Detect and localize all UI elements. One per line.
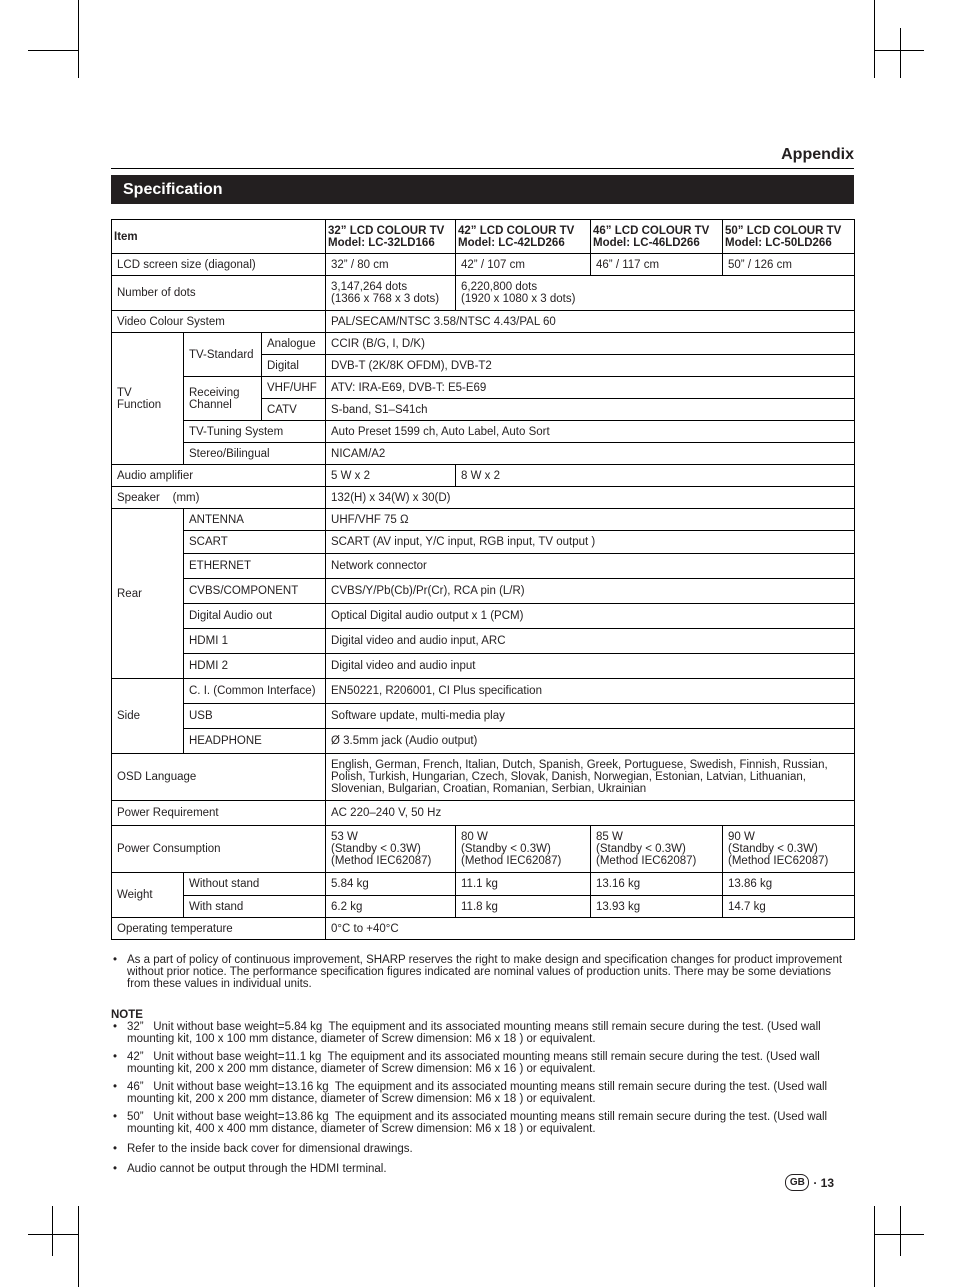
crop-mark [28, 50, 78, 51]
model-header: 50” LCD COLOUR TV Model: LC-50LD266 [723, 220, 855, 254]
notes-section [111, 1009, 851, 1175]
spec-table [111, 219, 855, 940]
table-row: Power Consumption 53 W (Standby < 0.3W) (Method IEC62087) 80 W (Standby < 0.3W) (Method IEC62087) 85 W (Standby < 0.3W) (Method IEC62087) 90 W (Standby < 0.3W) (Method IEC62087) [112, 826, 855, 873]
item-header: Item [112, 220, 326, 254]
table-row: Audio amplifier 5 W x 2 8 W x 2 [112, 465, 855, 487]
table-row: TV-Tuning System Auto Preset 1599 ch, Auto Label, Auto Sort [112, 421, 855, 443]
table-row: Rear ANTENNA UHF/VHF 75 Ω [112, 509, 855, 531]
table-row: OSD Language English, German, French, Italian, Dutch, Spanish, Greek, Portuguese, Swedish, Finnish, Russian, Polish, Turkish, Hungarian, Czech, Slovak, Danish, Norwegian, Estonian, Latvian, Lithuanian, Slovenian, Bulgarian, Croatian, Romanian, Serbian, Ukrainian [112, 754, 855, 801]
table-row: CATV S-band, S1–S41ch [112, 399, 855, 421]
table-row: Digital DVB-T (2K/8K OFDM), DVB-T2 [112, 355, 855, 377]
crop-mark [78, 0, 79, 78]
table-row: TV Function TV-Standard Analogue CCIR (B/G, I, D/K) [112, 333, 855, 355]
table-row: Side C. I. (Common Interface) EN50221, R206001, CI Plus specification [112, 679, 855, 704]
model-header: 46” LCD COLOUR TV Model: LC-46LD266 [591, 220, 723, 254]
list-item: • 42” Unit without base weight=11.1 kg The equipment and its associated mounting means still remain secure during the test. (Used wall mounting kit, 200 x 200 mm distance, diameter of Screw dimension: M6 x 16 ) or equivalent. [113, 1051, 824, 1075]
page-number-text: · 13 [813, 1175, 834, 1190]
table-row [112, 220, 855, 254]
table-row: LCD screen size (diagonal) 32” / 80 cm 42” / 107 cm 46” / 117 cm 50” / 126 cm [112, 254, 855, 276]
model-header: 32” LCD COLOUR TV Model: LC-32LD166 [326, 220, 456, 254]
note-heading: NOTE [111, 1009, 143, 1021]
table-row: SCART SCART (AV input, Y/C input, RGB input, TV output ) [112, 531, 855, 554]
page-title: Specification [123, 181, 223, 198]
crop-mark [874, 50, 924, 51]
crop-mark [52, 1206, 53, 1256]
list-item: • Refer to the inside back cover for dimensional drawings. [113, 1143, 413, 1155]
crop-mark [900, 28, 901, 78]
policy-note: • As a part of policy of continuous improvement, SHARP reserves the right to make design and specification changes for product improvement without prior notice. The performance specification figures indicated are nominal values of production units. There may be some deviations from these values in individual units. [113, 954, 843, 990]
table-row: Number of dots 3,147,264 dots (1366 x 768 x 3 dots) 6,220,800 dots (1920 x 1080 x 3 dots) [112, 276, 855, 311]
list-item: • Audio cannot be output through the HDMI terminal. [113, 1163, 387, 1175]
crop-mark [874, 1206, 875, 1287]
table-row: Video Colour System PAL/SECAM/NTSC 3.58/NTSC 4.43/PAL 60 [112, 311, 855, 333]
region-badge: GB [785, 1174, 809, 1191]
section-label: Appendix [781, 146, 854, 163]
page-number [785, 1174, 834, 1191]
table-row: USB Software update, multi-media play [112, 704, 855, 729]
table-row: HEADPHONE Ø 3.5mm jack (Audio output) [112, 729, 855, 754]
list-item: • 50” Unit without base weight=13.86 kg The equipment and its associated mounting means still remain secure during the test. (Used wall mounting kit, 400 x 400 mm distance, diameter of Screw dimension: M6 x 18 ) or equivalent. [113, 1111, 831, 1135]
table-row: Weight Without stand 5.84 kg 11.1 kg 13.16 kg 13.86 kg [112, 873, 855, 896]
table-row: Operating temperature 0°C to +40°C [112, 918, 855, 940]
crop-mark [874, 1234, 924, 1235]
crop-mark [900, 1206, 901, 1256]
list-item: • 46” Unit without base weight=13.16 kg The equipment and its associated mounting means still remain secure during the test. (Used wall mounting kit, 200 x 200 mm distance, diameter of Screw dimension: M6 x 18 ) or equivalent. [113, 1081, 831, 1105]
header-rule [111, 168, 854, 169]
table-row: Speaker (mm) 132(H) x 34(W) x 30(D) [112, 487, 855, 509]
table-row: Receiving Channel VHF/UHF ATV: IRA-E69, DVB-T: E5-E69 [112, 377, 855, 399]
crop-mark [874, 0, 875, 78]
table-row: HDMI 1 Digital video and audio input, ARC [112, 629, 855, 654]
tv-function-label: TV Function [112, 333, 184, 465]
table-row: Stereo/Bilingual NICAM/A2 [112, 443, 855, 465]
table-row: With stand 6.2 kg 11.8 kg 13.93 kg 14.7 kg [112, 896, 855, 918]
table-row: ETHERNET Network connector [112, 554, 855, 579]
table-row: HDMI 2 Digital video and audio input [112, 654, 855, 679]
list-item: • 32” Unit without base weight=5.84 kg The equipment and its associated mounting means still remain secure during the test. (Used wall mounting kit, 100 x 100 mm distance, diameter of Screw dimension: M6 x 18 ) or equivalent. [113, 1021, 824, 1045]
table-row: Power Requirement AC 220–240 V, 50 Hz [112, 801, 855, 826]
table-row: CVBS/COMPONENT CVBS/Y/Pb(Cb)/Pr(Cr), RCA pin (L/R) [112, 579, 855, 604]
table-row: Digital Audio out Optical Digital audio output x 1 (PCM) [112, 604, 855, 629]
crop-mark [28, 1234, 78, 1235]
model-header: 42” LCD COLOUR TV Model: LC-42LD266 [456, 220, 591, 254]
title-bar [111, 175, 854, 204]
crop-mark [78, 1206, 79, 1287]
